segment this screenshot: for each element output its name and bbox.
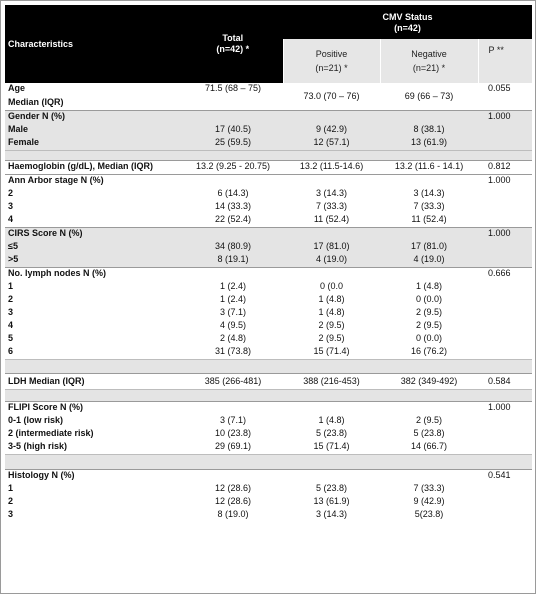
- table-row: 2 6 (14.3) 3 (14.3) 3 (14.3): [8, 188, 445, 198]
- header-characteristics: Characteristics: [5, 5, 183, 83]
- table-row: 0-1 (low risk) 3 (7.1) 1 (4.8) 2 (9.5): [8, 415, 442, 425]
- table-row: 3 14 (33.3) 7 (33.3) 7 (33.3): [8, 201, 445, 211]
- table-row: 3-5 (high risk) 29 (69.1) 15 (71.4) 14 (66.7): [8, 441, 448, 451]
- header-positive: Positive (n=21) *: [283, 39, 380, 83]
- separator: [5, 455, 532, 470]
- row-haemoglobin: Haemoglobin (g/dL), Median (IQR) 13.2 (9.25 - 20.75) 13.2 (11.5-14.6) 13.2 (11.6 - 14.1) 0.812: [5, 161, 532, 175]
- table-row: 3 3 (7.1) 1 (4.8) 2 (9.5): [8, 307, 442, 317]
- table-row: 6 31 (73.8) 15 (71.4) 16 (76.2): [8, 346, 448, 356]
- row-gender-female: Female 25 (59.5) 12 (57.1) 13 (61.9): [5, 137, 532, 151]
- table-row: 5 2 (4.8) 2 (9.5) 0 (0.0): [8, 333, 442, 343]
- header-cmv-status: CMV Status (n=42): [283, 5, 532, 39]
- row-cirs-header: CIRS Score N (%) 1.000: [5, 228, 532, 242]
- table-row: ≤5 34 (80.9) 17 (81.0) 17 (81.0): [5, 241, 532, 254]
- row-age: Age 71.5 (68 – 75) 73.0 (70 – 76) 69 (66 – 73) 0.055: [8, 83, 511, 101]
- table-row: >5 8 (19.1) 4 (19.0) 4 (19.0): [5, 254, 532, 268]
- separator: [5, 151, 532, 161]
- table-row: 4 22 (52.4) 11 (52.4) 11 (52.4): [8, 214, 447, 224]
- table-row: 2 (intermediate risk) 10 (23.8) 5 (23.8) 5 (23.8): [8, 428, 445, 438]
- header-total: Total (n=42) *: [183, 5, 283, 83]
- separator: [5, 360, 532, 374]
- row-gender-header: Gender N (%) 1.000: [5, 111, 532, 125]
- row-gender-male: Male 17 (40.5) 9 (42.9) 8 (38.1): [5, 124, 532, 137]
- row-ann-arbor-header: Ann Arbor stage N (%) 1.000: [5, 175, 532, 189]
- table-row: 1 12 (28.6) 5 (23.8) 7 (33.3): [8, 483, 445, 493]
- header-negative: Negative (n=21) *: [380, 39, 478, 83]
- table-row: 4 4 (9.5) 2 (9.5) 2 (9.5): [8, 320, 442, 330]
- table-row: 2 12 (28.6) 13 (61.9) 9 (42.9): [8, 496, 445, 506]
- row-flipi-header: FLIPI Score N (%) 1.000: [5, 402, 532, 416]
- row-lymph-header: No. lymph nodes N (%) 0.666: [5, 268, 532, 282]
- separator: [5, 390, 532, 402]
- table-row: 3 8 (19.0) 3 (14.3) 5(23.8): [8, 509, 444, 519]
- cmv-characteristics-table: [5, 5, 532, 522]
- row-histology-header: Histology N (%) 0.541: [5, 470, 532, 484]
- row-ldh: LDH Median (IQR) 385 (266-481) 388 (216-453) 382 (349-492) 0.584: [5, 374, 532, 390]
- header-p: P **: [478, 39, 532, 83]
- table-row: 1 1 (2.4) 0 (0.0 1 (4.8): [8, 281, 442, 291]
- table-row: 2 1 (2.4) 1 (4.8) 0 (0.0): [8, 294, 442, 304]
- row-age-median: Median (IQR): [8, 97, 64, 107]
